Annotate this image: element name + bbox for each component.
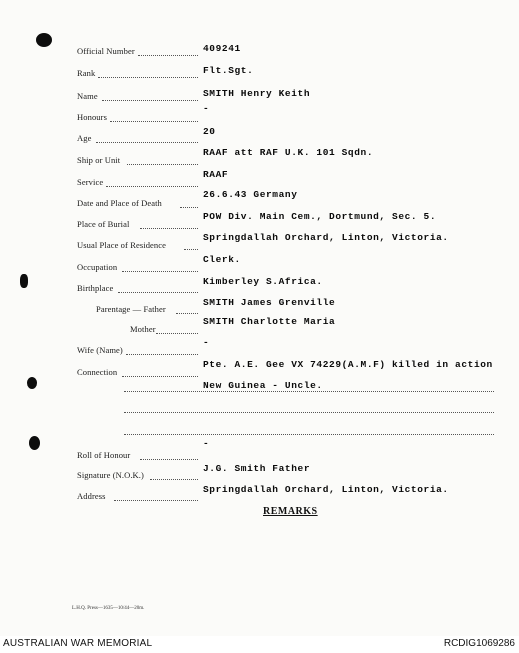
label-mother: Mother [130, 324, 156, 334]
remarks-heading: REMARKS [263, 506, 318, 517]
value-mother: SMITH Charlotte Maria [203, 316, 336, 327]
leader-dots [106, 186, 198, 187]
printer-imprint: L.H.Q. Press—1635—10/44—20m. [72, 606, 145, 611]
label-connection: Connection [77, 367, 118, 377]
value-wife: - [203, 337, 210, 348]
leader-dots [126, 354, 198, 355]
leader-dots [122, 271, 198, 272]
leader-dots [180, 207, 198, 208]
punch-hole [27, 377, 37, 389]
label-honours: Honours [77, 112, 107, 122]
leader-dots [184, 249, 198, 250]
label-father: Parentage — Father [96, 304, 166, 314]
leader-dots [176, 313, 198, 314]
label-roll-of-honour: Roll of Honour [77, 450, 131, 460]
leader-dots [102, 100, 198, 101]
label-wife: Wife (Name) [77, 345, 123, 355]
leader-dots [127, 164, 198, 165]
leader-dots [150, 479, 198, 480]
label-official-number: Official Number [77, 46, 135, 56]
continuation-line [124, 391, 494, 392]
value-signature: J.G. Smith Father [203, 463, 311, 474]
label-usual-residence: Usual Place of Residence [77, 240, 167, 250]
leader-dots [156, 333, 198, 334]
leader-dots [114, 500, 198, 501]
punch-hole [20, 274, 28, 288]
leader-dots [122, 376, 198, 377]
label-address: Address [77, 491, 106, 501]
value-place-of-burial: POW Div. Main Cem., Dortmund, Sec. 5. [203, 211, 437, 222]
value-rank: Flt.Sgt. [203, 65, 254, 76]
value-connection-continued: New Guinea - Uncle. [203, 380, 323, 391]
value-father: SMITH James Grenville [203, 297, 336, 308]
value-date-place-death: 26.6.43 Germany [203, 189, 298, 200]
continuation-line [124, 434, 494, 435]
leader-dots [98, 77, 198, 78]
label-birthplace: Birthplace [77, 283, 114, 293]
archive-footer [0, 636, 519, 653]
value-name: SMITH Henry Keith [203, 88, 311, 99]
label-rank: Rank [77, 68, 96, 78]
punch-hole [36, 33, 52, 47]
leader-dots [140, 459, 198, 460]
value-official-number: 409241 [203, 43, 241, 54]
label-date-place-death: Date and Place of Death [77, 198, 162, 208]
label-signature: Signature (N.O.K.) [77, 470, 144, 480]
label-ship-or-unit: Ship or Unit [77, 155, 121, 165]
label-service: Service [77, 177, 104, 187]
value-occupation: Clerk. [203, 254, 241, 265]
label-age: Age [77, 133, 92, 143]
archive-reference: RCDIG1069286 [443, 638, 515, 649]
leader-dots [96, 142, 198, 143]
value-usual-residence: Springdallah Orchard, Linton, Victoria. [203, 232, 449, 243]
value-ship-or-unit: RAAF att RAF U.K. 101 Sqdn. [203, 147, 374, 158]
leader-dots [140, 228, 198, 229]
value-birthplace: Kimberley S.Africa. [203, 276, 323, 287]
label-name: Name [77, 91, 98, 101]
leader-dots [118, 292, 198, 293]
archive-name: AUSTRALIAN WAR MEMORIAL [3, 638, 153, 649]
value-age: 20 [203, 126, 216, 137]
label-occupation: Occupation [77, 262, 118, 272]
leader-dots [138, 55, 198, 56]
value-service: RAAF [203, 169, 229, 180]
value-honours: - [203, 103, 210, 114]
punch-hole [29, 436, 40, 450]
value-roll-of-honour: - [203, 438, 210, 449]
leader-dots [110, 121, 198, 122]
continuation-line [124, 412, 494, 413]
value-address: Springdallah Orchard, Linton, Victoria. [203, 484, 449, 495]
value-connection: Pte. A.E. Gee VX 74229(A.M.F) killed in action [203, 359, 493, 370]
label-place-of-burial: Place of Burial [77, 219, 130, 229]
